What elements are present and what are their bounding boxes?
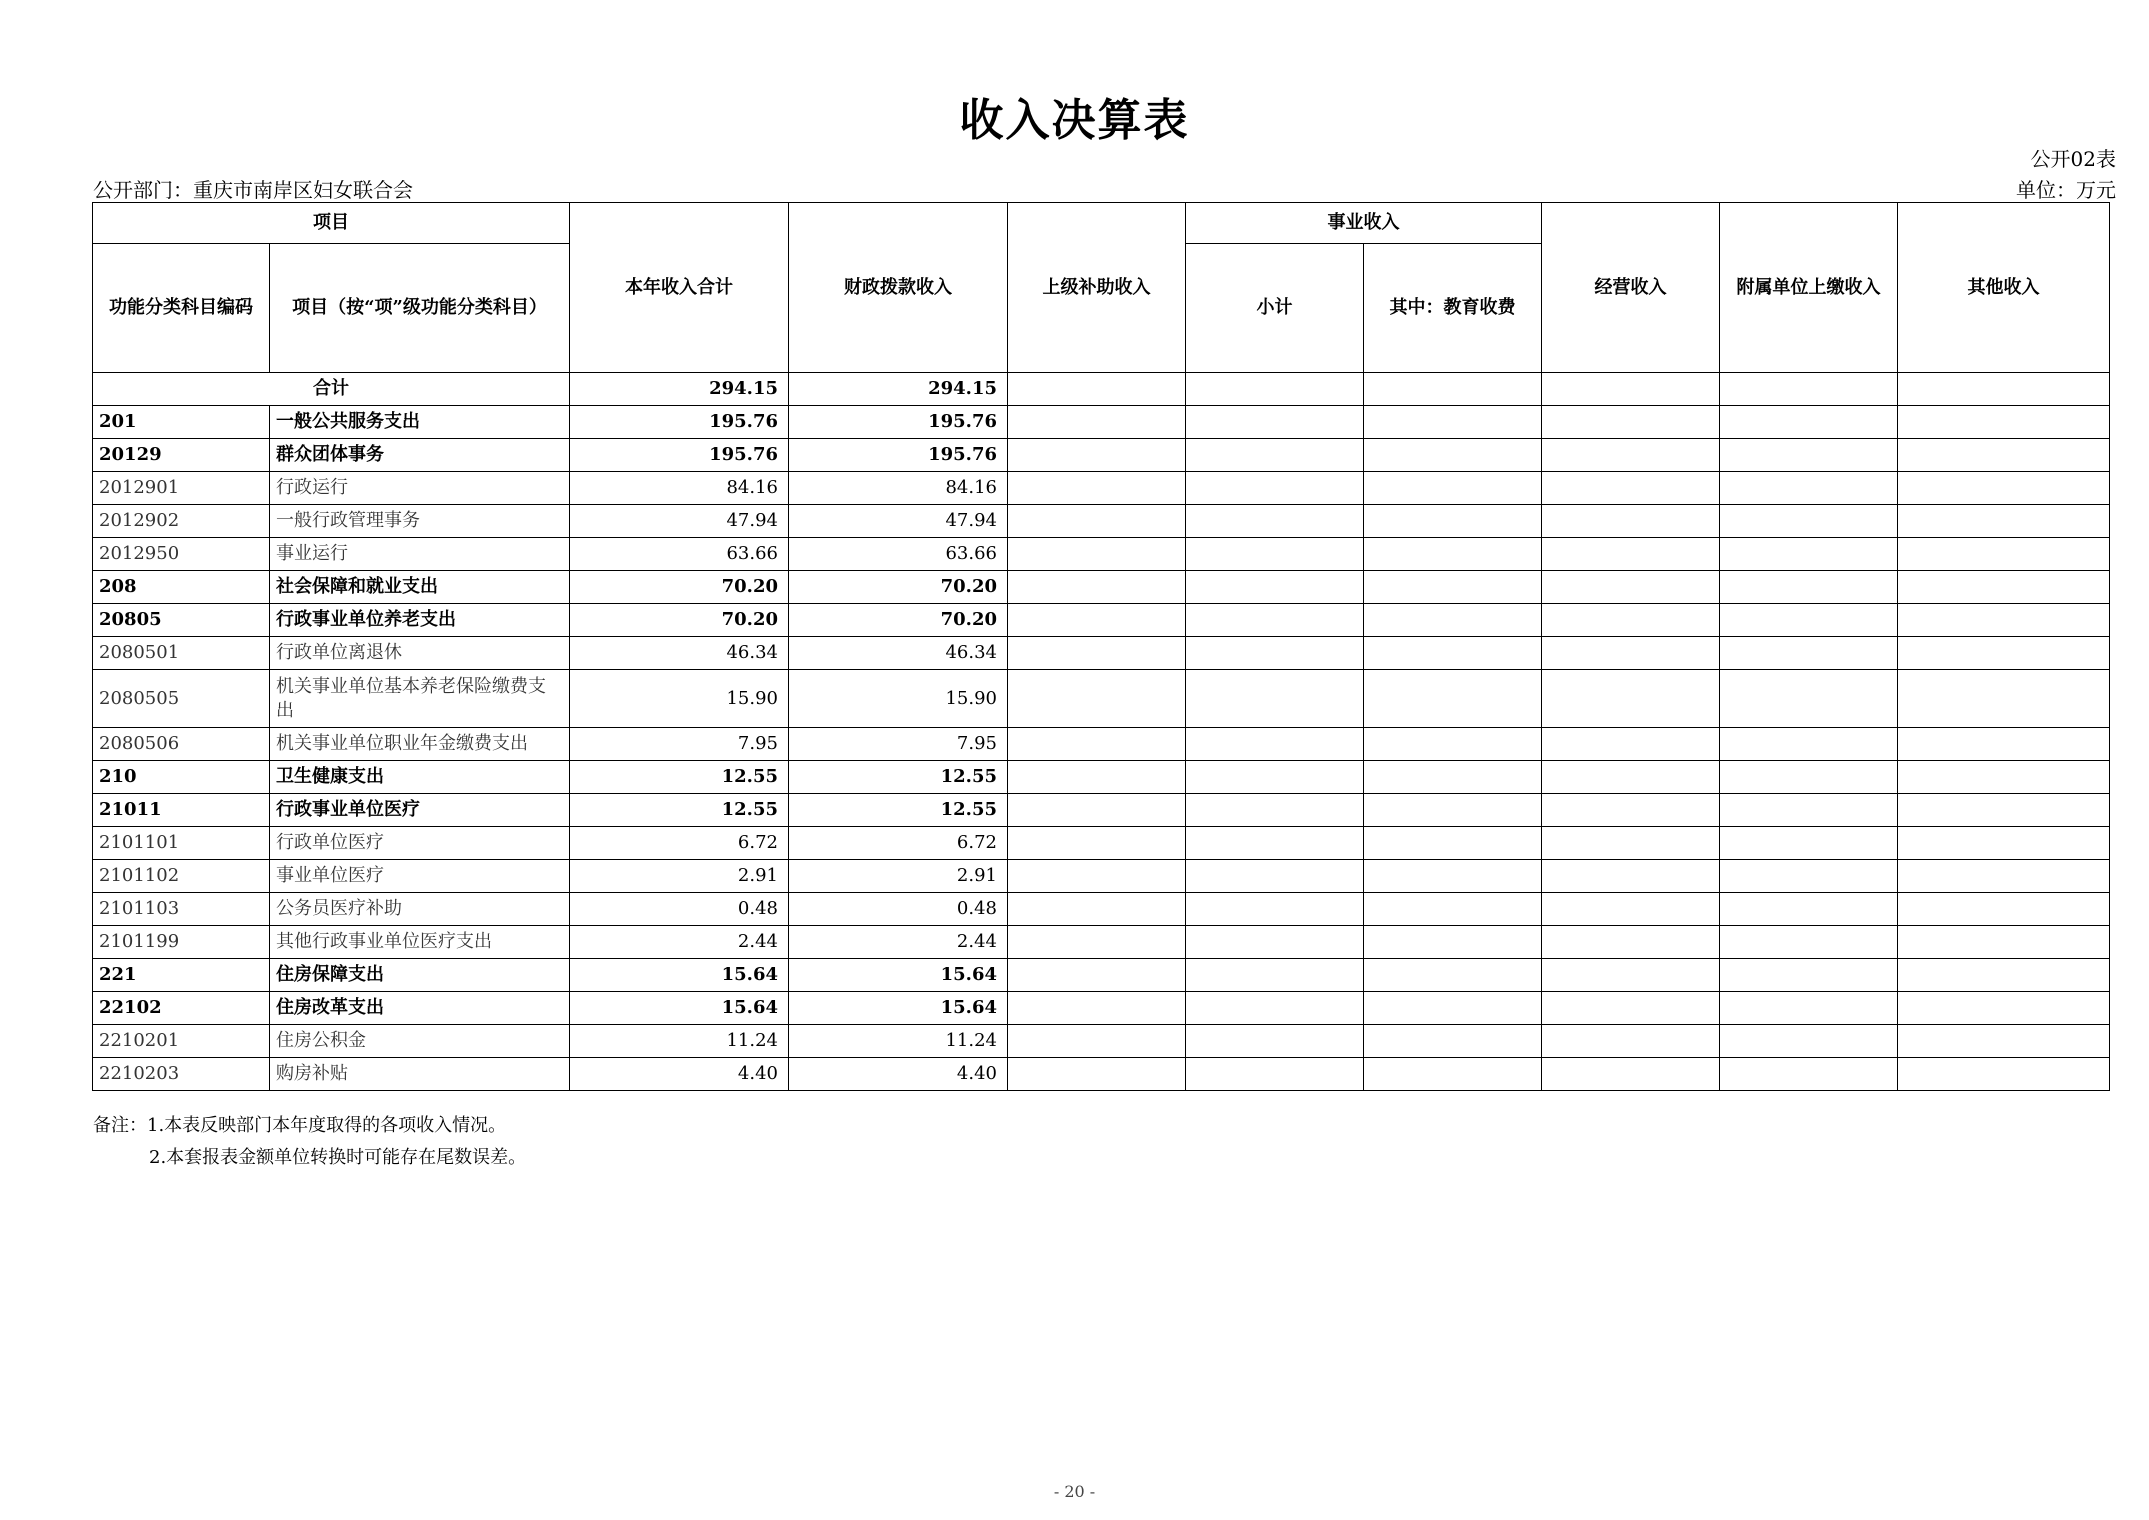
row-fiscal: 70.20 (789, 604, 1008, 637)
table-row (93, 1058, 2110, 1091)
row-fiscal: 11.24 (789, 1025, 1008, 1058)
row-code: 210 (93, 761, 270, 794)
table-row (93, 728, 2110, 761)
table-row (93, 637, 2110, 670)
table-row (93, 827, 2110, 860)
row-code: 2101101 (93, 827, 270, 860)
table-row (93, 860, 2110, 893)
table-row (93, 406, 2110, 439)
table-row (93, 472, 2110, 505)
header-total: 本年收入合计 (570, 203, 789, 373)
row-code: 20805 (93, 604, 270, 637)
row-total: 195.76 (570, 439, 789, 472)
income-table (92, 202, 2110, 1091)
header-superior: 上级补助收入 (1008, 203, 1186, 373)
row-code: 2080506 (93, 728, 270, 761)
row-fiscal: 15.64 (789, 959, 1008, 992)
row-total: 11.24 (570, 1025, 789, 1058)
row-fiscal: 70.20 (789, 571, 1008, 604)
row-total: 70.20 (570, 604, 789, 637)
table-row (93, 794, 2110, 827)
row-name: 住房保障支出 (270, 959, 570, 992)
department-label: 公开部门：重庆市南岸区妇女联合会 (93, 178, 413, 202)
header-subtotal: 小计 (1186, 244, 1364, 373)
row-code: 2101102 (93, 860, 270, 893)
form-number: 公开02表 (2030, 147, 2116, 171)
table-row (93, 761, 2110, 794)
row-fiscal: 46.34 (789, 637, 1008, 670)
row-name: 行政事业单位医疗 (270, 794, 570, 827)
row-code: 2080505 (93, 670, 270, 728)
row-fiscal: 15.90 (789, 670, 1008, 728)
row-total: 195.76 (570, 406, 789, 439)
row-total: 0.48 (570, 893, 789, 926)
row-code: 20129 (93, 439, 270, 472)
row-name: 群众团体事务 (270, 439, 570, 472)
row-code: 2101199 (93, 926, 270, 959)
row-code: 21011 (93, 794, 270, 827)
unit-label: 单位：万元 (2016, 178, 2116, 202)
row-name: 公务员医疗补助 (270, 893, 570, 926)
row-total: 4.40 (570, 1058, 789, 1091)
row-total: 15.64 (570, 992, 789, 1025)
row-total: 70.20 (570, 571, 789, 604)
row-name: 社会保障和就业支出 (270, 571, 570, 604)
table-row (93, 505, 2110, 538)
row-fiscal: 84.16 (789, 472, 1008, 505)
header-education: 其中：教育收费 (1364, 244, 1542, 373)
row-total: 63.66 (570, 538, 789, 571)
row-fiscal: 2.91 (789, 860, 1008, 893)
table-row (93, 893, 2110, 926)
row-total: 12.55 (570, 794, 789, 827)
table-row (93, 992, 2110, 1025)
header-business: 事业收入 (1186, 203, 1542, 244)
row-name: 住房公积金 (270, 1025, 570, 1058)
header-other: 其他收入 (1898, 203, 2110, 373)
row-code: 2210203 (93, 1058, 270, 1091)
row-code: 2012901 (93, 472, 270, 505)
header-item-name: 项目（按“项”级功能分类科目） (270, 244, 570, 373)
row-code: 208 (93, 571, 270, 604)
row-code: 2080501 (93, 637, 270, 670)
row-total: 7.95 (570, 728, 789, 761)
row-name: 行政单位医疗 (270, 827, 570, 860)
note-2: 2.本套报表金额单位转换时可能存在尾数误差。 (149, 1147, 527, 1168)
table-row (93, 959, 2110, 992)
row-fiscal: 47.94 (789, 505, 1008, 538)
row-total: 15.90 (570, 670, 789, 728)
total-sum: 294.15 (570, 373, 789, 406)
row-fiscal: 195.76 (789, 406, 1008, 439)
row-name: 卫生健康支出 (270, 761, 570, 794)
row-code: 2012902 (93, 505, 270, 538)
row-fiscal: 195.76 (789, 439, 1008, 472)
header-func-code: 功能分类科目编码 (93, 244, 270, 373)
row-total: 12.55 (570, 761, 789, 794)
row-total: 2.44 (570, 926, 789, 959)
row-total: 84.16 (570, 472, 789, 505)
row-code: 2210201 (93, 1025, 270, 1058)
header-operating: 经营收入 (1542, 203, 1720, 373)
notes (93, 1110, 526, 1174)
row-name: 行政单位离退休 (270, 637, 570, 670)
row-fiscal: 6.72 (789, 827, 1008, 860)
row-total: 15.64 (570, 959, 789, 992)
header-affiliated: 附属单位上缴收入 (1720, 203, 1898, 373)
row-name: 机关事业单位职业年金缴费支出 (270, 728, 570, 761)
row-total: 2.91 (570, 860, 789, 893)
row-name: 购房补贴 (270, 1058, 570, 1091)
table-row (93, 439, 2110, 472)
row-name: 一般公共服务支出 (270, 406, 570, 439)
table-row (93, 670, 2110, 728)
page-title: 收入决算表 (959, 95, 1190, 146)
row-code: 2012950 (93, 538, 270, 571)
page-number: - 20 - (1053, 1482, 1096, 1501)
row-total: 46.34 (570, 637, 789, 670)
row-name: 住房改革支出 (270, 992, 570, 1025)
table-row (93, 571, 2110, 604)
table-row (93, 1025, 2110, 1058)
row-total: 47.94 (570, 505, 789, 538)
row-code: 201 (93, 406, 270, 439)
row-total: 6.72 (570, 827, 789, 860)
row-code: 22102 (93, 992, 270, 1025)
row-name: 机关事业单位基本养老保险缴费支出 (270, 670, 570, 728)
row-name: 行政运行 (270, 472, 570, 505)
row-code: 221 (93, 959, 270, 992)
row-fiscal: 7.95 (789, 728, 1008, 761)
row-name: 一般行政管理事务 (270, 505, 570, 538)
row-name: 行政事业单位养老支出 (270, 604, 570, 637)
row-name: 事业运行 (270, 538, 570, 571)
row-name: 事业单位医疗 (270, 860, 570, 893)
row-fiscal: 12.55 (789, 761, 1008, 794)
row-name: 其他行政事业单位医疗支出 (270, 926, 570, 959)
row-fiscal: 15.64 (789, 992, 1008, 1025)
header-fiscal: 财政拨款收入 (789, 203, 1008, 373)
row-code: 2101103 (93, 893, 270, 926)
table-row (93, 538, 2110, 571)
note-1: 备注：1.本表反映部门本年度取得的各项收入情况。 (93, 1115, 507, 1136)
row-fiscal: 4.40 (789, 1058, 1008, 1091)
total-label: 合计 (93, 373, 570, 406)
row-fiscal: 0.48 (789, 893, 1008, 926)
table-row (93, 926, 2110, 959)
table-row (93, 604, 2110, 637)
total-fiscal: 294.15 (789, 373, 1008, 406)
header-project: 项目 (93, 203, 570, 244)
row-fiscal: 63.66 (789, 538, 1008, 571)
row-fiscal: 12.55 (789, 794, 1008, 827)
row-fiscal: 2.44 (789, 926, 1008, 959)
